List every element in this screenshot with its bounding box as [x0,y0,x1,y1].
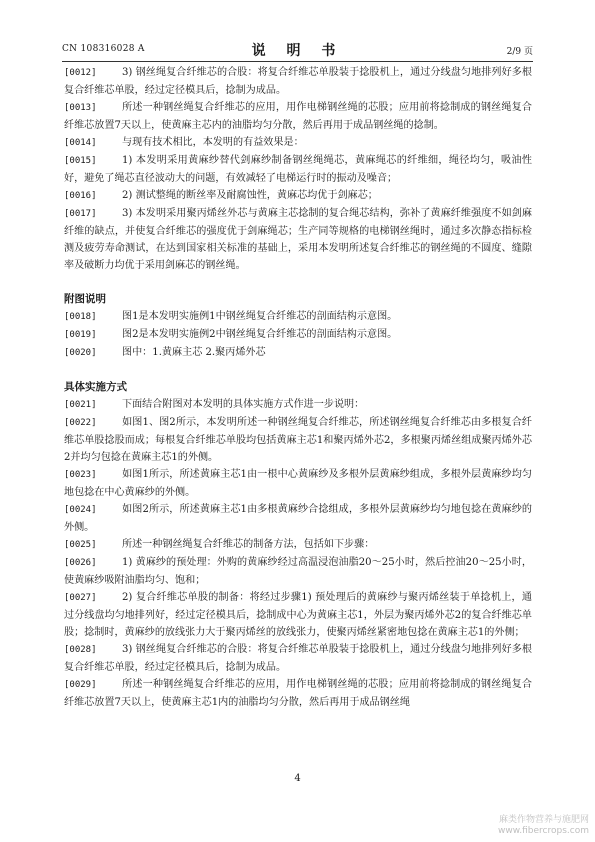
paragraph-0028 [64,641,532,676]
paragraph-text: 如图1、图2所示，本发明所述一种钢丝绳复合纤维芯，所述钢丝绳复合纤维芯由多根复合纤维芯单股捻股而成；每根复合纤维芯单股均包括黄麻主芯1和聚丙烯外芯2，多根聚丙烯丝组成聚丙烯外芯2并均匀包捻在黄麻主芯1的外侧。 [64,417,532,463]
paragraph-0027 [64,589,532,641]
paragraph-number: [0020] [64,348,97,358]
paragraph-number: [0014] [64,138,97,148]
paragraph-0024 [64,501,532,536]
paragraph-text: 如图1所示，所述黄麻主芯1由一根中心黄麻纱及多根外层黄麻纱组成，多根外层黄麻纱均匀地包捻在中心黄麻纱的外侧。 [64,469,532,498]
paragraph-number: [0029] [64,680,97,690]
paragraph-0014 [64,134,532,152]
watermark-url: www.fibercrops.com [498,826,589,836]
page-header [62,40,533,60]
paragraph-0025 [64,536,532,554]
paragraph-0020 [64,344,532,362]
document-title: 说 明 书 [251,43,344,59]
page-indicator: 2/9 页 [506,47,533,57]
paragraph-number: [0012] [64,68,97,78]
paragraph-number: [0027] [64,593,97,603]
paragraph-0029 [64,676,532,711]
header-divider [62,61,533,62]
paragraph-0018 [64,308,532,326]
paragraph-text: 1) 本发明采用黄麻纱替代剑麻纱制备钢丝绳绳芯，黄麻绳芯的纤维细，绳径均匀，吸油性好，避免了绳芯直径波动大的问题，有效减轻了电梯运行时的振动及噪音； [64,155,532,184]
paragraph-number: [0018] [64,312,97,322]
paragraph-number: [0022] [64,418,97,428]
page-number: 4 [294,773,301,784]
paragraph-number: [0016] [64,191,97,201]
paragraph-number: [0017] [64,209,97,219]
paragraph-text: 图2是本发明实施例2中钢丝绳复合纤维芯的剖面结构示意图。 [122,329,398,340]
paragraph-number: [0019] [64,330,97,340]
paragraph-text: 3) 本发明采用聚丙烯丝外芯与黄麻主芯捻制的复合绳芯结构，弥补了黄麻纤维强度不如剑麻纤维的缺点，并使复合纤维芯的强度优于剑麻绳芯；生产同等规格的电梯钢丝绳时，通过多次静态指标检测及疲劳寿命测试，在达到国家相关标准的基础上，采用本发明所述复合纤维芯的钢丝绳的不圆度、缝隙率及破断力均优于采用剑麻芯的钢丝绳。 [64,208,532,271]
paragraph-0026 [64,554,532,589]
paragraph-text: 如图2所示，所述黄麻主芯1由多根黄麻纱合捻组成，多根外层黄麻纱均匀地包捻在黄麻纱的外侧。 [64,504,532,533]
paragraph-0021 [64,396,532,414]
paragraph-0013 [64,99,532,134]
paragraph-0022 [64,414,532,466]
watermark-text: 麻类作物营养与施肥网 [498,815,589,825]
section-heading-embodiment: 具体实施方式 [64,381,127,393]
paragraph-0023 [64,466,532,501]
paragraph-0016 [64,187,532,205]
paragraph-text: 3) 钢丝绳复合纤维芯的合股：将复合纤维芯单股装于捻股机上，通过分线盘匀地排列好多根复合纤维芯单股，经过定径模具后，捻制为成品。 [64,644,532,673]
paragraph-text: 2) 测试整绳的断丝率及耐腐蚀性，黄麻芯均优于剑麻芯； [122,190,378,201]
paragraph-number: [0026] [64,558,97,568]
watermark [498,815,589,837]
section-heading-figures: 附图说明 [64,293,106,305]
paragraph-number: [0024] [64,505,97,515]
paragraph-text: 图1是本发明实施例1中钢丝绳复合纤维芯的剖面结构示意图。 [122,311,398,322]
paragraph-0017 [64,205,532,274]
paragraph-text: 图中：1.黄麻主芯 2.聚丙烯外芯 [122,347,266,358]
paragraph-0012 [64,64,532,99]
paragraph-text: 所述一种钢丝绳复合纤维芯的应用，用作电梯钢丝绳的芯股；应用前将捻制成的钢丝绳复合纤维芯放置7天以上，使黄麻主芯内的油脂均匀分散，然后再用于成品钢丝绳的捻制。 [64,102,532,131]
patent-number: CN 108316028 A [62,44,145,54]
paragraph-number: [0015] [64,156,97,166]
paragraph-text: 所述一种钢丝绳复合纤维芯的制备方法，包括如下步骤： [122,539,375,550]
paragraph-0015 [64,152,532,187]
paragraph-number: [0028] [64,645,97,655]
paragraph-number: [0021] [64,400,97,410]
document-body [64,64,532,711]
paragraph-text: 下面结合附图对本发明的具体实施方式作进一步说明： [122,399,365,410]
paragraph-text: 所述一种钢丝绳复合纤维芯的应用，用作电梯钢丝绳的芯股；应用前将捻制成的钢丝绳复合纤维芯放置7天以上，使黄麻主芯1内的油脂均匀分散，然后再用于成品钢丝绳 [64,679,532,708]
paragraph-0019 [64,326,532,344]
paragraph-text: 1) 黄麻纱的预处理：外购的黄麻纱经过高温浸泡油脂20～25小时，然后控油20～25小时，使黄麻纱吸附油脂均匀、饱和； [64,557,532,586]
paragraph-number: [0013] [64,103,97,113]
paragraph-number: [0025] [64,540,97,550]
paragraph-text: 与现有技术相比，本发明的有益效果是： [122,137,304,148]
paragraph-number: [0023] [64,470,97,480]
paragraph-text: 2) 复合纤维芯单股的制备：将经过步骤1) 预处理后的黄麻纱与聚丙烯丝装于单捻机上，通过分线盘均匀地排列好，经过定径模具后，捻制成中心为黄麻主芯1，外层为聚丙烯外芯2的复合纤维芯单股；捻制时，黄麻纱的放线张力大于聚丙烯丝的放线张力，使聚丙烯丝紧密地包捻在黄麻主芯1的外侧； [64,592,532,638]
paragraph-text: 3) 钢丝绳复合纤维芯的合股：将复合纤维芯单股装于捻股机上，通过分线盘匀地排列好多根复合纤维芯单股，经过定径模具后，捻制为成品。 [64,67,532,96]
